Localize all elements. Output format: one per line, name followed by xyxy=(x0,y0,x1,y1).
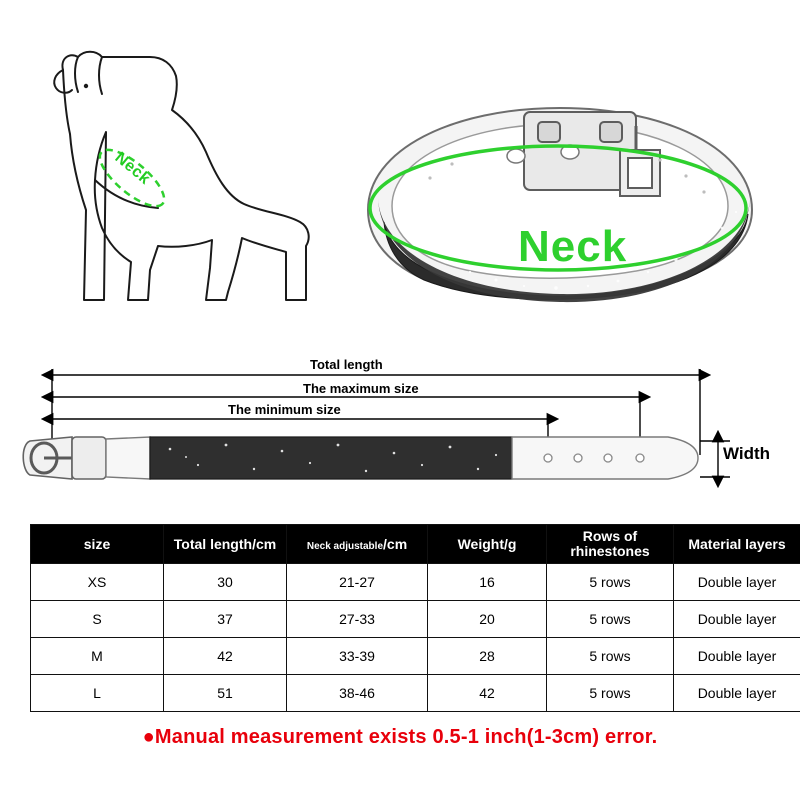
label-maximum-size: The maximum size xyxy=(303,381,419,396)
header-size: size xyxy=(31,525,164,564)
table-row xyxy=(31,675,800,712)
header-rows-of-rhinestones: Rows of rhinestones xyxy=(547,525,674,564)
cell-total-length: 30 xyxy=(164,564,287,601)
cell-rows: 5 rows xyxy=(547,638,674,675)
measurement-diagram xyxy=(0,345,800,505)
header-total-length xyxy=(164,525,287,564)
cell-neck-adjustable: 33-39 xyxy=(287,638,428,675)
cell-size: XS xyxy=(31,564,164,601)
cell-weight: 16 xyxy=(428,564,547,601)
cell-layers: Double layer xyxy=(674,638,800,675)
cell-total-length: 37 xyxy=(164,601,287,638)
header-neck-adjustable xyxy=(287,525,428,564)
collar-neck-label: Neck xyxy=(518,222,628,271)
cell-weight: 20 xyxy=(428,601,547,638)
cell-rows: 5 rows xyxy=(547,601,674,638)
table-header-row xyxy=(31,525,800,564)
cell-total-length: 51 xyxy=(164,675,287,712)
header-total-length-unit: /cm xyxy=(252,536,277,552)
dog-neck-label: Neck xyxy=(111,149,154,189)
cell-size: M xyxy=(31,638,164,675)
header-total-length-text: Total length xyxy=(173,536,253,552)
note-text: Manual measurement exists 0.5-1 inch(1-3cm) error. xyxy=(154,726,658,748)
header-weight: Weight/g xyxy=(428,525,547,564)
header-neck-adjustable-text: Neck adjustable xyxy=(306,541,384,552)
table-row xyxy=(31,601,800,638)
cell-layers: Double layer xyxy=(674,564,800,601)
size-table-wrapper xyxy=(30,524,786,712)
size-table-head xyxy=(31,525,800,564)
note-bullet-icon: ● xyxy=(142,726,155,749)
cell-weight: 28 xyxy=(428,638,547,675)
cell-total-length: 42 xyxy=(164,638,287,675)
header-material-layers: Material layers xyxy=(674,525,800,564)
cell-neck-adjustable: 21-27 xyxy=(287,564,428,601)
cell-rows: 5 rows xyxy=(547,675,674,712)
table-row xyxy=(31,638,800,675)
cell-layers: Double layer xyxy=(674,601,800,638)
dog-outline xyxy=(54,52,308,300)
cell-weight: 42 xyxy=(428,675,547,712)
measurement-note xyxy=(0,726,800,749)
label-width: Width xyxy=(723,444,771,463)
collar-illustration xyxy=(368,108,752,302)
cell-layers: Double layer xyxy=(674,675,800,712)
cell-neck-adjustable: 27-33 xyxy=(287,601,428,638)
size-table-body xyxy=(31,564,800,712)
cell-rows: 5 rows xyxy=(547,564,674,601)
collar-flat-view xyxy=(23,437,698,479)
cell-size: S xyxy=(31,601,164,638)
header-neck-adjustable-unit: /cm xyxy=(383,536,408,552)
table-row xyxy=(31,564,800,601)
label-total-length: Total length xyxy=(310,357,383,372)
size-table xyxy=(30,524,800,712)
cell-size: L xyxy=(31,675,164,712)
cell-neck-adjustable: 38-46 xyxy=(287,675,428,712)
label-minimum-size: The minimum size xyxy=(228,402,341,417)
